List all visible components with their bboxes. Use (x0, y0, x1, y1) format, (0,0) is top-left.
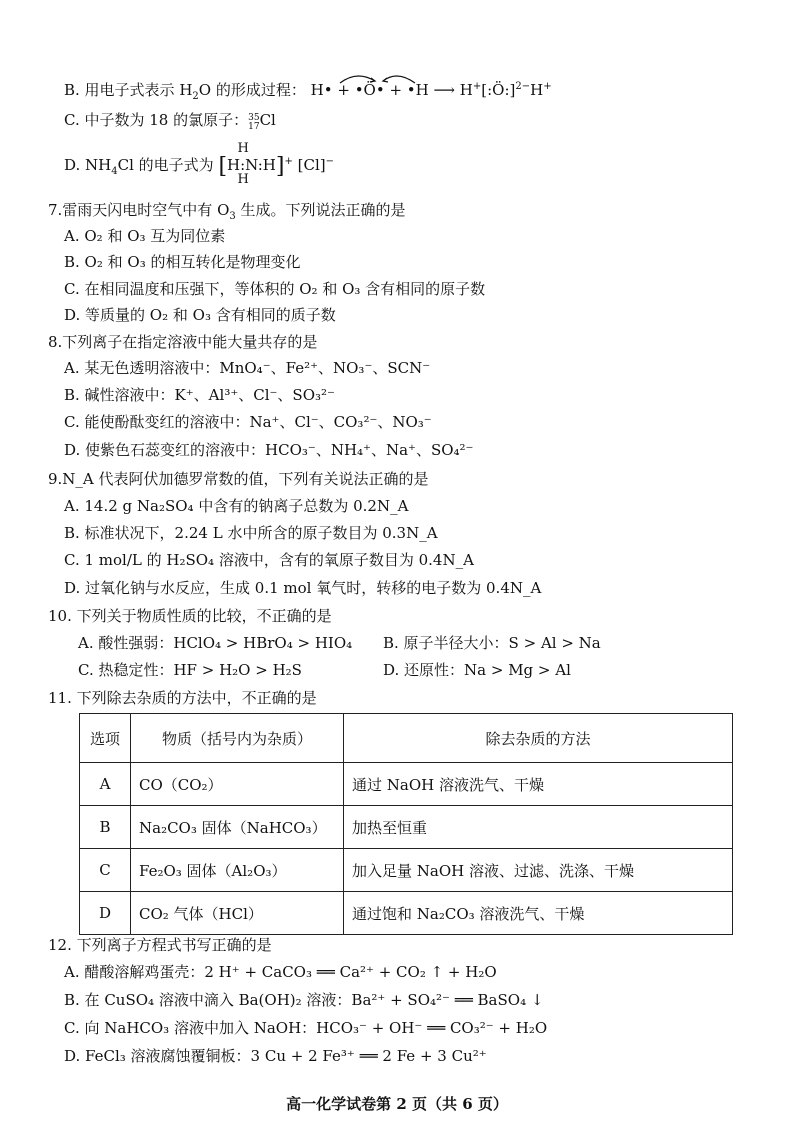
q10-stem: 10. 下列关于物质性质的比较，不正确的是 (48, 607, 332, 625)
reaction-arrow: ⟶ (433, 81, 456, 99)
table-header-row (80, 714, 733, 763)
q9-option-b: B. 标准状况下，2.24 L 水中所含的原子数目为 0.3N_A (64, 524, 438, 542)
impurity-removal-table (79, 713, 733, 935)
table-header-substance: 物质（括号内为杂质） (131, 714, 344, 763)
q8-option-c: C. 能使酚酞变红的溶液中：Na⁺、Cl⁻、CO₃²⁻、NO₃⁻ (64, 413, 432, 431)
q8-option-d: D. 使紫色石蕊变红的溶液中：HCO₃⁻、NH₄⁺、Na⁺、SO₄²⁻ (64, 441, 474, 459)
table-row: A CO（CO₂） 通过 NaOH 溶液洗气、干燥 (80, 763, 733, 806)
q7-stem: 7.雷雨天闪电时空气中有 $O_3$ 生成。下列说法正确的是 (48, 201, 406, 222)
electron-formula-lhs: H• + •Ö• + •H (310, 81, 429, 99)
q11-stem: 11. 下列除去杂质的方法中，不正确的是 (48, 689, 317, 707)
q7-option-a: A. O₂ 和 O₃ 互为同位素 (64, 227, 226, 245)
q9-stem: 9.N_A 代表阿伏加德罗常数的值，下列有关说法正确的是 (48, 470, 429, 488)
q8-option-a: A. 某无色透明溶液中：MnO₄⁻、Fe²⁺、NO₃⁻、SCN⁻ (64, 359, 431, 377)
q7-option-c: C. 在相同温度和压强下，等体积的 O₂ 和 O₃ 含有相同的原子数 (64, 280, 486, 298)
page-footer: 高一化学试卷第 2 页（共 6 页） (286, 1095, 508, 1113)
q12-option-a: A. 醋酸溶解鸡蛋壳：2 H⁺ + CaCO₃ ══ Ca²⁺ + CO₂ ↑ + H₂O (64, 963, 497, 981)
q8-option-b: B. 碱性溶液中：K⁺、Al³⁺、Cl⁻、SO₃²⁻ (64, 386, 335, 404)
electron-transfer-arrows (335, 70, 425, 86)
q10-option-c: C. 热稳定性：HF > H₂O > H₂S (78, 661, 302, 679)
q10-option-b: B. 原子半径大小：S > Al > Na (383, 634, 601, 652)
ammonium-electron-formula: [ H H:N:H H ]+ (218, 141, 293, 187)
q6-option-d: D. $NH_4Cl$ 的电子式为 [ H H:N:H H ]+ [Cl]− (64, 141, 335, 187)
table-header-method: 除去杂质的方法 (344, 714, 733, 763)
q6-option-c: C. 中子数为 18 的氯原子：35 17Cl (64, 111, 276, 132)
q12-option-b: B. 在 CuSO₄ 溶液中滴入 Ba(OH)₂ 溶液：Ba²⁺ + SO₄²⁻ ══ BaSO₄ ↓ (64, 991, 544, 1009)
table-row: D CO₂ 气体（HCl） 通过饱和 Na₂CO₃ 溶液洗气、干燥 (80, 892, 733, 935)
q6-option-b: B. 用电子式表示 $H_2O$ 的形成过程： H• + •Ö• + •H ⟶ H+[:Ö:]$^{2-}$H+ (64, 81, 552, 102)
q12-stem: 12. 下列离子方程式书写正确的是 (48, 936, 272, 954)
q12-option-c: C. 向 NaHCO₃ 溶液中加入 NaOH：HCO₃⁻ + OH⁻ ══ CO₃²⁻ + H₂O (64, 1019, 548, 1037)
q10-option-a: A. 酸性强弱：HClO₄ > HBrO₄ > HIO₄ (78, 634, 353, 652)
table-row: B Na₂CO₃ 固体（NaHCO₃） 加热至恒重 (80, 806, 733, 849)
q8-stem: 8.下列离子在指定溶液中能大量共存的是 (48, 333, 318, 351)
q9-option-d: D. 过氧化钠与水反应，生成 0.1 mol 氧气时，转移的电子数为 0.4N_A (64, 579, 542, 597)
q7-option-d: D. 等质量的 O₂ 和 O₃ 含有相同的质子数 (64, 306, 336, 324)
table-row: C Fe₂O₃ 固体（Al₂O₃） 加入足量 NaOH 溶液、过滤、洗涤、干燥 (80, 849, 733, 892)
table-header-option: 选项 (80, 714, 131, 763)
q10-option-d: D. 还原性：Na > Mg > Al (383, 661, 571, 679)
q12-option-d: D. FeCl₃ 溶液腐蚀覆铜板：3 Cu + 2 Fe³⁺ ══ 2 Fe + 3 Cu²⁺ (64, 1047, 487, 1065)
q9-option-c: C. 1 mol/L 的 H₂SO₄ 溶液中，含有的氧原子数目为 0.4N_A (64, 551, 474, 569)
q9-option-a: A. 14.2 g Na₂SO₄ 中含有的钠离子总数为 0.2N_A (64, 497, 409, 515)
q7-option-b: B. O₂ 和 O₃ 的相互转化是物理变化 (64, 253, 301, 271)
